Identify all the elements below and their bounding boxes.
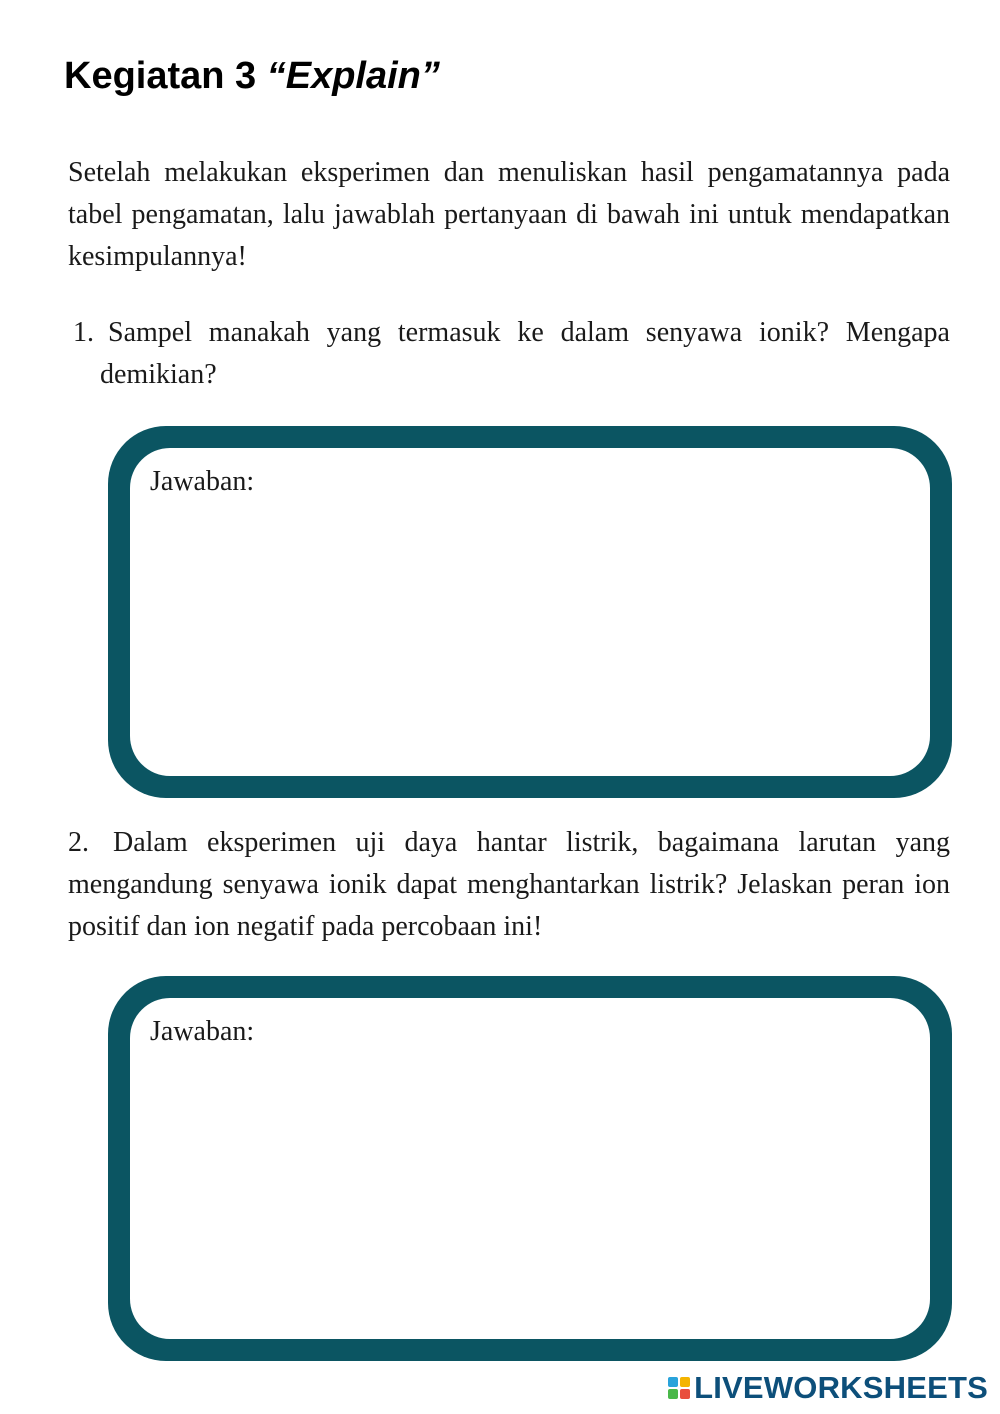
answer-box-1-inner (130, 448, 930, 776)
answer-label-1: Jawaban: (150, 466, 255, 497)
question-1-number: 1. (73, 317, 94, 348)
intro-paragraph: Setelah melakukan eksperimen dan menuliskan hasil pengamatannya pada tabel pengamatan, lalu jawablah pertanyaan di bawah ini untuk mendapatkan kesimpulannya! (68, 157, 950, 272)
liveworksheets-logo-icon (668, 1377, 690, 1399)
answer-box-2-inner (130, 998, 930, 1339)
question-1 (68, 312, 950, 396)
answer-box-1 (108, 426, 952, 798)
question-2-number: 2. (68, 827, 89, 858)
answer-input-1[interactable] (150, 504, 914, 760)
answer-input-2[interactable] (150, 1054, 914, 1323)
question-2-text: Dalam eksperimen uji daya hantar listrik, bagaimana larutan yang mengandung senyawa ionik dapat menghantarkan listrik? Jelaskan peran ion positif dan ion negatif pada percobaan ini! (68, 827, 950, 942)
page-title-prefix: Kegiatan 3 (64, 55, 257, 97)
answer-label-2: Jawaban: (150, 1016, 255, 1047)
brand-name: LIVEWORKSHEETS (694, 1370, 988, 1405)
brand-logo (668, 1370, 988, 1406)
page-title-emphasis: “Explain” (266, 55, 440, 97)
answer-box-2 (108, 976, 952, 1361)
page-title (64, 52, 440, 100)
question-2 (68, 822, 950, 948)
question-1-text: Sampel manakah yang termasuk ke dalam senyawa ionik? Mengapa demikian? (100, 317, 950, 390)
